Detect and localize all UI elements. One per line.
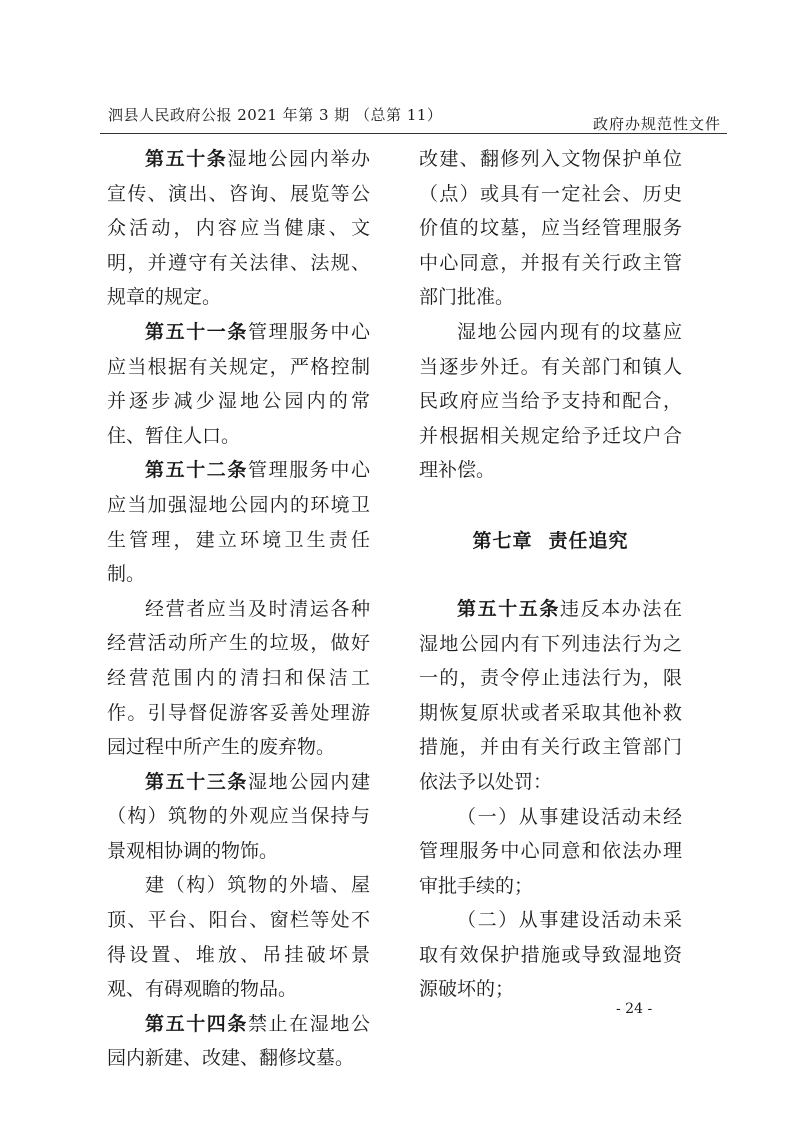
article-55-item-1: （一）从事建设活动未经管理服务中心同意和依法办理审批手续的；: [419, 805, 682, 897]
article-number: 第五十三条: [145, 770, 248, 793]
article-text: 管理服务中心应当加强湿地公园内的环境卫生管理，建立环境卫生责任制。: [107, 459, 370, 586]
article-50: [107, 142, 370, 315]
page-number: - 24 -: [616, 1001, 653, 1017]
article-52: [107, 453, 370, 591]
article-text: 湿地公园内建（构）筑物的外观应当保持与景观相协调的物饰。: [107, 770, 370, 862]
article-55: [419, 592, 682, 800]
article-52-paragraph-2: [107, 592, 370, 765]
article-55-item-2: （二）从事建设活动未采取有效保护措施或导致湿地资源破坏的；: [419, 909, 682, 1001]
article-number: 第五十二条: [145, 459, 248, 482]
article-text: 违反本办法在湿地公园内有下列违法行为之一的，责令停止违法行为，限期恢复原状或者采取其他补救措施，并由有关行政主管部门依法予以处罚：: [419, 597, 682, 793]
bulletin-issue-title: 泗县人民政府公报 2021 年第 3 期 （总第 11）: [108, 106, 443, 124]
article-54: [107, 1007, 370, 1076]
article-51: [107, 315, 370, 453]
article-number: 第五十条: [145, 148, 228, 170]
article-text: 经营者应当及时清运各种经营活动所产生的垃圾，做好经营范围内的清扫和保洁工作。引导督促游客妥善处理游园过程中所产生的废弃物。: [107, 597, 370, 759]
chapter-heading: [419, 526, 682, 553]
article-number: 第五十四条: [145, 1012, 248, 1035]
article-number: 第五十五条: [457, 597, 560, 620]
article-54-continuation: 改建、翻修列入文物保护单位（点）或具有一定社会、历史价值的坟墓，应当经管理服务中心同意，并报有关行政主管部门批准。: [419, 148, 682, 309]
article-text: 管理服务中心应当根据有关规定，严格控制并逐步减少湿地公园内的常住、暂住人口。: [107, 320, 370, 447]
chapter-number: 第七章: [472, 529, 533, 552]
article-53-paragraph-2: [107, 868, 370, 1006]
article-text: 禁止在湿地公园内新建、改建、翻修坟墓。: [107, 1012, 370, 1070]
right-column: [419, 142, 682, 1007]
article-53: [107, 765, 370, 869]
chapter-title: 责任追究: [548, 529, 629, 552]
section-label: 政府办规范性文件: [592, 115, 721, 133]
left-column: [107, 142, 370, 1076]
article-number: 第五十一条: [145, 320, 248, 343]
article-text: 建（构）筑物的外墙、屋顶、平台、阳台、窗栏等处不得设置、堆放、吊挂破坏景观、有碍观瞻的物品。: [107, 874, 370, 1001]
article-text: 湿地公园内举办宣传、演出、咨询、展览等公众活动，内容应当健康、文明，并遵守有关法律、法规、规章的规定。: [107, 148, 370, 309]
header-divider: [100, 133, 727, 134]
article-54-paragraph-2: 湿地公园内现有的坟墓应当逐步外迁。有关部门和镇人民政府应当给予支持和配合，并根据相关规定给予迁坟户合理补偿。: [419, 320, 682, 482]
